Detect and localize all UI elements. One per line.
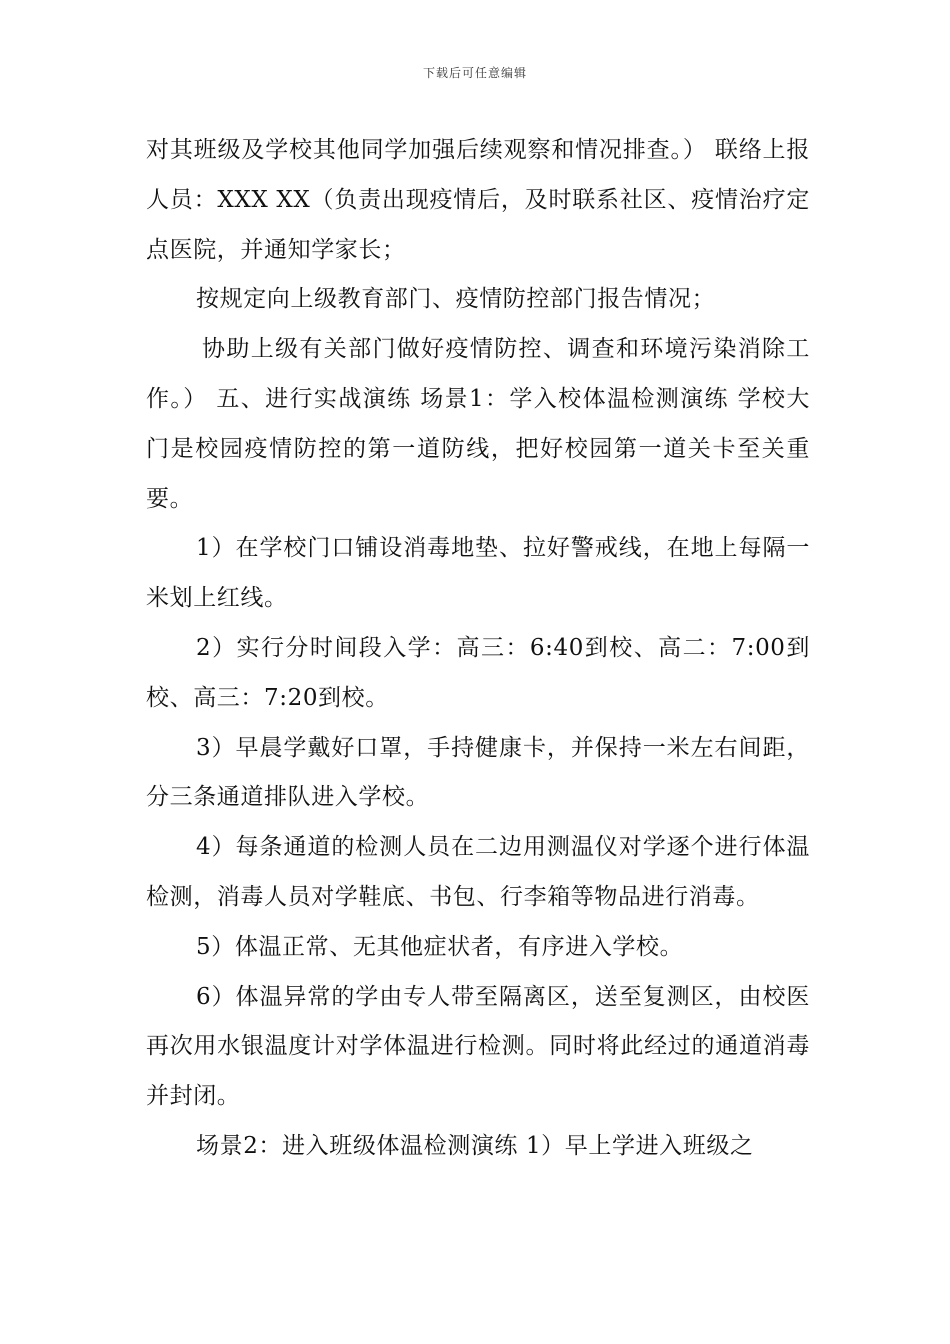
paragraph-8: 5）体温正常、无其他症状者，有序进入学校。 [196, 933, 684, 960]
page-header: 下载后可任意编辑 [422, 66, 527, 80]
paragraph-5: 2）实行分时间段入学：高三：6:40到校、高二：7:00到校、高三：7:20到校。 [146, 634, 810, 711]
paragraph-4: 1）在学校门口铺设消毒地垫、拉好警戒线，在地上每隔一米划上红线。 [146, 535, 810, 612]
paragraph-6: 3）早晨学戴好口罩，手持健康卡，并保持一米左右间距，分三条通道排队进入学校。 [146, 734, 810, 811]
paragraph-3: 协助上级有关部门做好疫情防控、调查和环境污染消除工作。） 五、进行实战演练 场景1：学入校体温检测演练 学校大门是校园疫情防控的第一道防线，把好校园第一道关卡至关重要。 [146, 336, 810, 512]
paragraph-7: 4）每条通道的检测人员在二边用测温仪对学逐个进行体温检测，消毒人员对学鞋底、书包、行李箱等物品进行消毒。 [146, 834, 810, 910]
document-body [146, 126, 810, 1172]
paragraph-1: 对其班级及学校其他同学加强后续观察和情况排查。） 联络上报人员：XXX XX（负责出现疫情后，及时联系社区、疫情治疗定点医院，并通知学家长； [146, 137, 810, 263]
paragraph-9: 6）体温异常的学由专人带至隔离区，送至复测区，由校医再次用水银温度计对学体温进行检测。同时将此经过的通道消毒并封闭。 [146, 983, 810, 1110]
paragraph-10: 场景2：进入班级体温检测演练 1）早上学进入班级之 [196, 1132, 754, 1159]
paragraph-2: 按规定向上级教育部门、疫情防控部门报告情况； [196, 286, 716, 313]
